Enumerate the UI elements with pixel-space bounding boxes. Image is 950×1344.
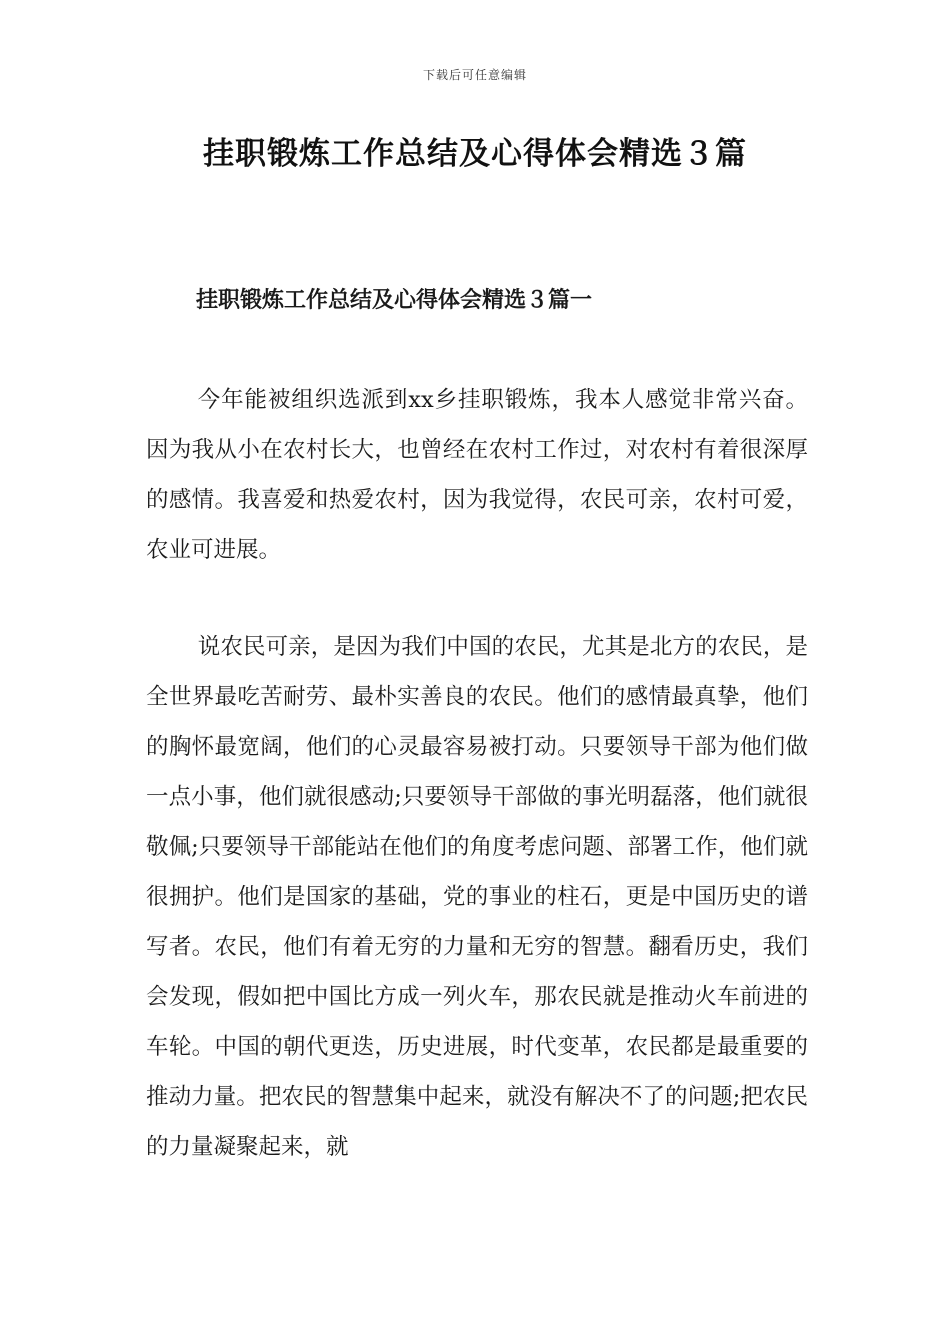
- document-title: 挂职锻炼工作总结及心得体会精选３篇: [203, 136, 747, 172]
- section-heading: 挂职锻炼工作总结及心得体会精选３篇一: [196, 287, 593, 313]
- header-note: 下载后可任意编辑: [422, 68, 527, 82]
- paragraph-2: 说农民可亲，是因为我们中国的农民，尤其是北方的农民，是全世界最吃苦耐劳、最朴实善良的农民。他们的感情最真挚，他们的胸怀最宽阔，他们的心灵最容易被打动。只要领导干部为他们做一点小事，他们就很感动;只要领导干部做的事光明磊落，他们就很敬佩;只要领导干部能站在他们的角度考虑问题、部署工作，他们就很拥护。他们是国家的基础，党的事业的柱石，更是中国历史的谱写者。农民，他们有着无穷的力量和无穷的智慧。翻看历史，我们会发现，假如把中国比方成一列火车，那农民就是推动火车前进的车轮。中国的朝代更迭，历史进展，时代变革，农民都是最重要的推动力量。把农民的智慧集中起来，就没有解决不了的问题;把农民的力量凝聚起来，就: [146, 634, 808, 1160]
- paragraph-1: 今年能被组织选派到xx乡挂职锻炼，我本人感觉非常兴奋。因为我从小在农村长大，也曾经在农村工作过，对农村有着很深厚的感情。我喜爱和热爱农村，因为我觉得，农民可亲，农村可爱，农业可进展。: [146, 387, 808, 563]
